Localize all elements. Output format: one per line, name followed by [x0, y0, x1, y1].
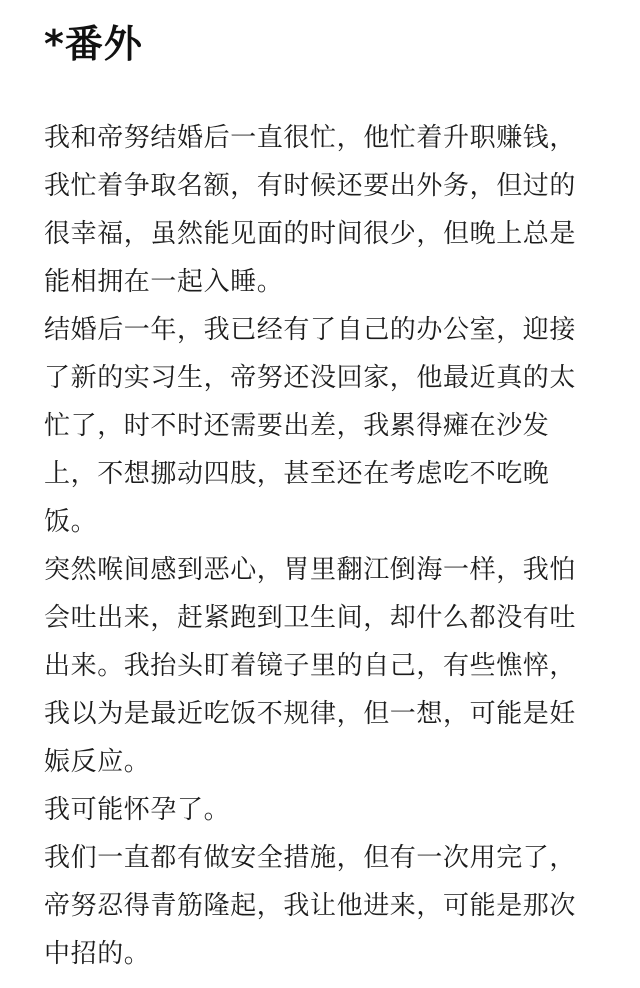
paragraph-3: 突然喉间感到恶心，胃里翻江倒海一样，我怕会吐出来，赶紧跑到卫生间，却什么都没有吐出来。我抬头盯着镜子里的自己，有些憔悴，我以为是最近吃饭不规律，但一想，可能是妊娠反应。 [44, 555, 577, 777]
article-title: *番外 [44, 22, 143, 66]
paragraph-1: 我和帝努结婚后一直很忙，他忙着升职赚钱，我忙着争取名额，有时候还要出外务，但过的很幸福，虽然能见面的时间很少，但晚上总是能相拥在一起入睡。 [44, 123, 577, 297]
paragraph-2: 结婚后一年，我已经有了自己的办公室，迎接了新的实习生，帝努还没回家，他最近真的太忙了，时不时还需要出差，我累得瘫在沙发上，不想挪动四肢，甚至还在考虑吃不吃晚饭。 [44, 315, 577, 537]
paragraph-4: 我可能怀孕了。 [44, 795, 231, 825]
paragraph-5: 我们一直都有做安全措施，但有一次用完了，帝努忍得青筋隆起，我让他进来，可能是那次中招的。 [44, 843, 577, 969]
article-body [44, 114, 599, 978]
